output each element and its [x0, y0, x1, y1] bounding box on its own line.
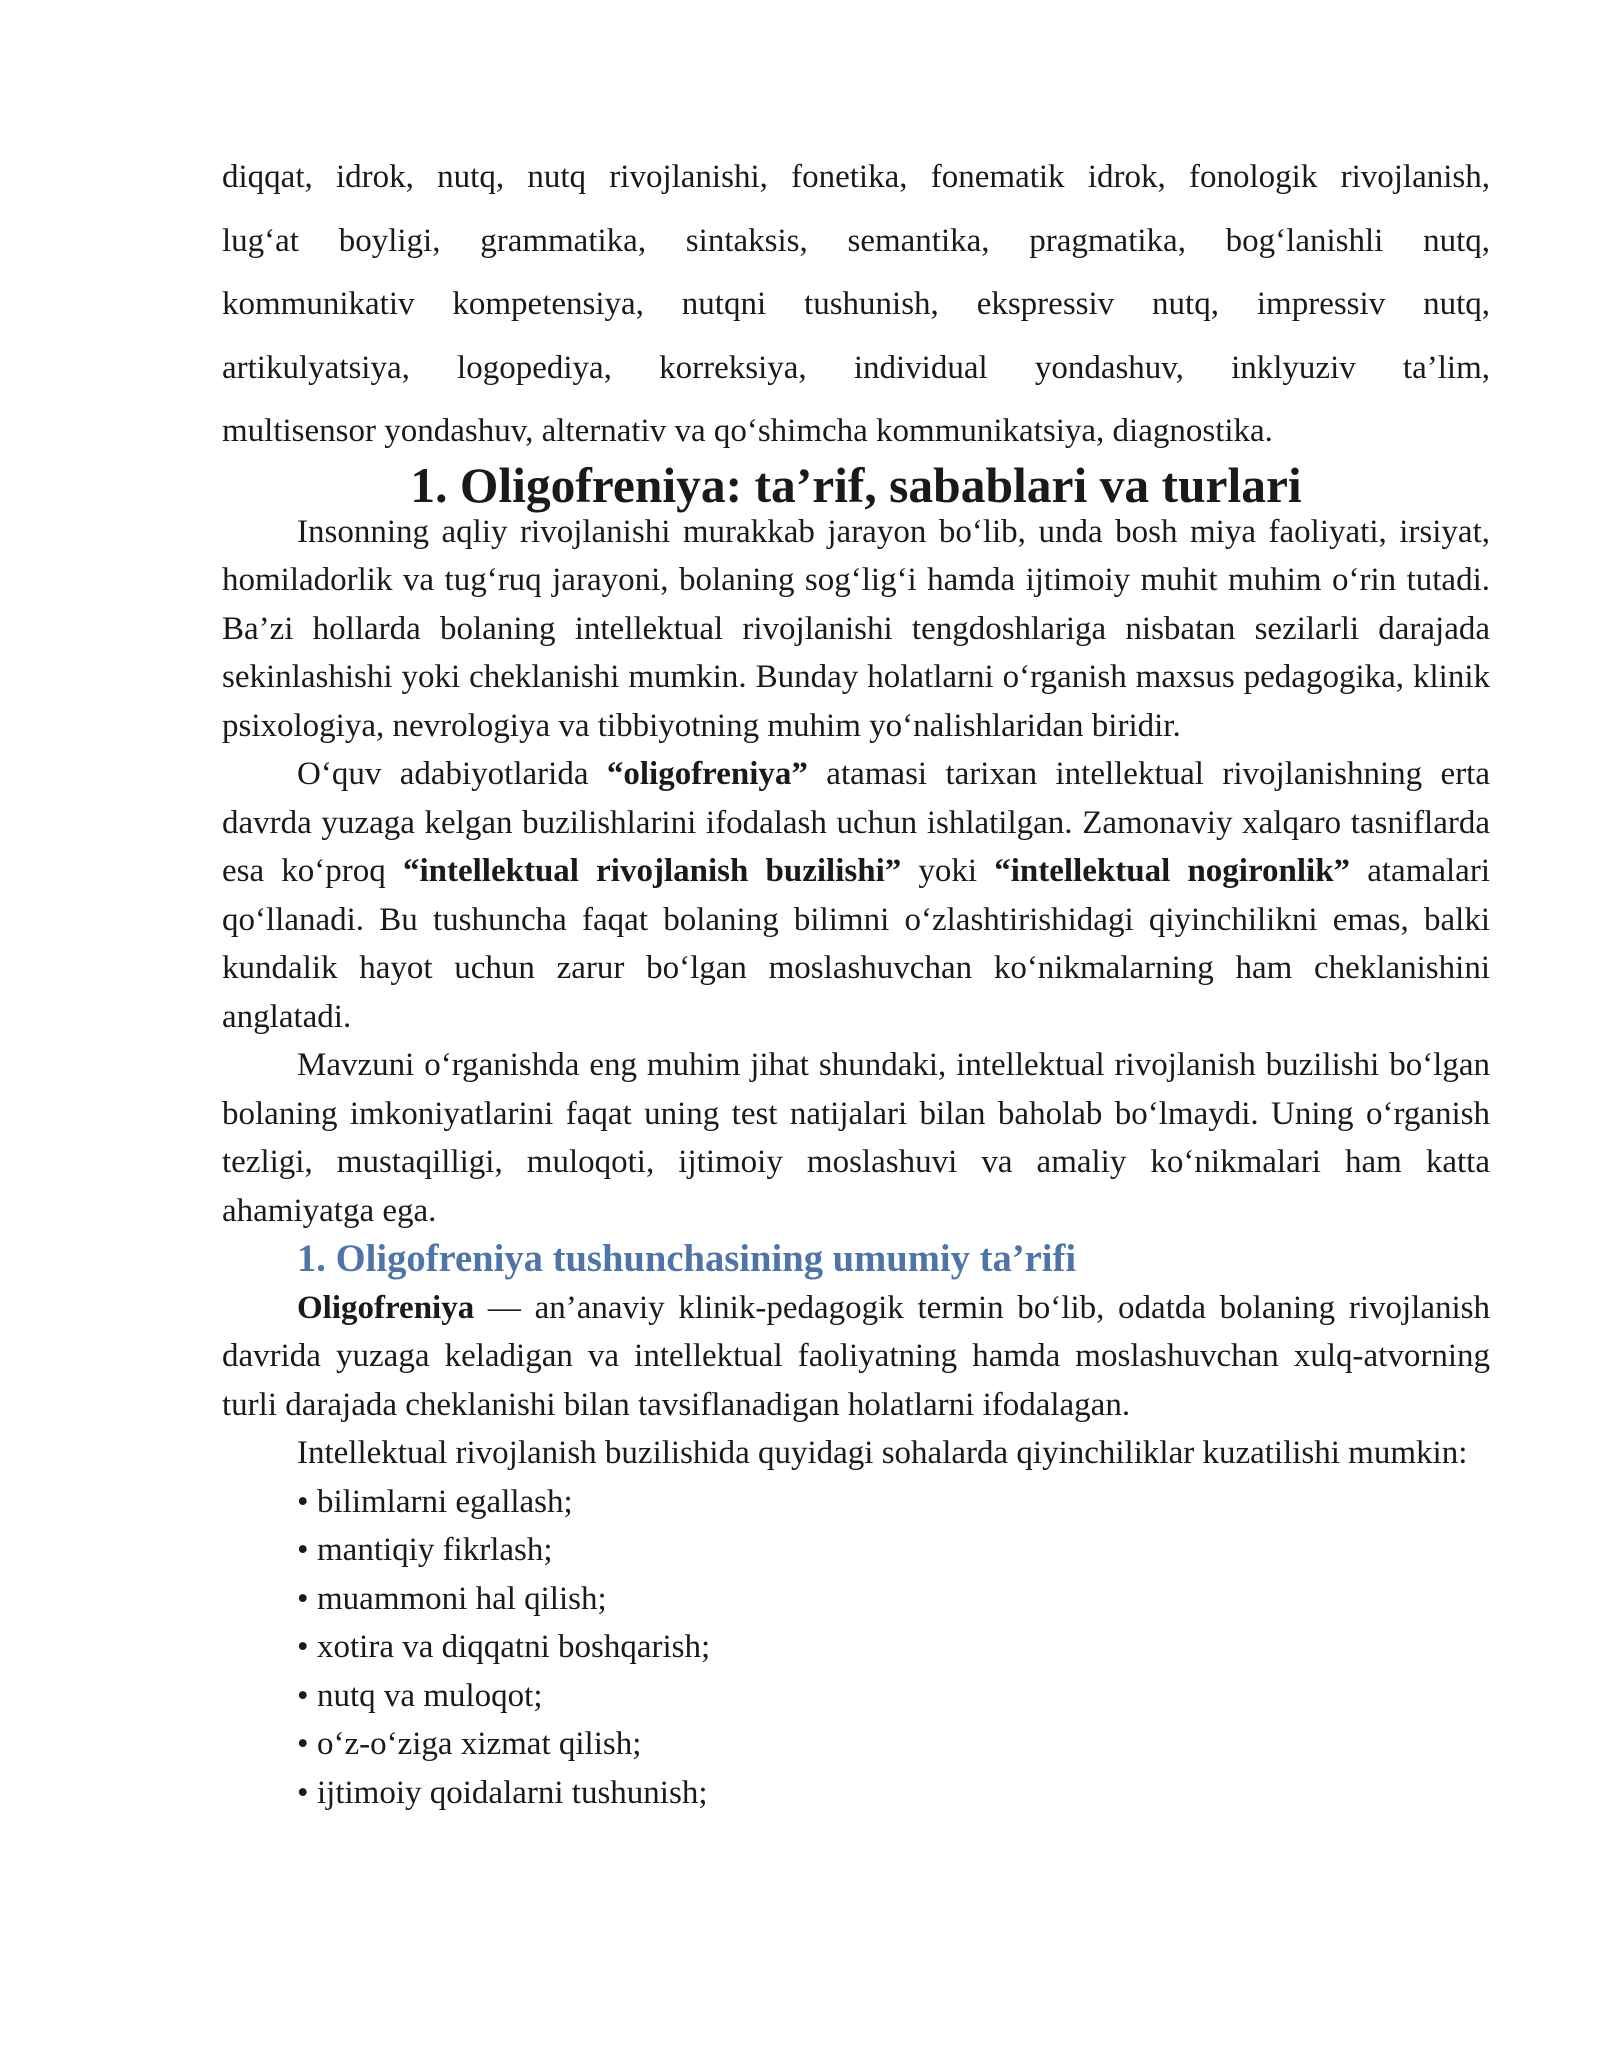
bullet-icon: •: [297, 1483, 309, 1520]
list-item: [297, 1672, 1490, 1721]
bullet-icon: •: [297, 1629, 309, 1665]
term-intellectual-disability: “intellektual nogironlik”: [994, 853, 1351, 889]
keywords-line: diqqat, idrok, nutq, nutq rivojlanishi, fonetika, fonematik idrok, fonologik rivojlanish,: [222, 159, 1490, 195]
keywords-line: multisensor yondashuv, alternativ va qo‘shimcha kommunikatsiya, diagnostika.: [222, 413, 1273, 449]
keywords-block: [222, 146, 1490, 464]
paragraph-text: — an’anaviy klinik-pedagogik termin bo‘lib, odatda bolaning rivojlanish davrida yuzaga keladigan va intellektual faoliyatning hamda moslashuvchan xulq-atvorning turli darajada cheklanishi bilan tavsiflanadigan holatlarni ifodalagan.: [222, 1289, 1490, 1423]
section-title: 1. Oligofreniya: ta’rif, sabablari va turlari: [410, 457, 1302, 513]
list-item-text: mantiqiy fikrlash;: [317, 1532, 553, 1568]
paragraph-text: atamasi tarixan intellektual rivojlanishning erta davrda yuzaga kelgan buzilishlarini ifodalash uchun ishlatilgan. Zamonaviy xalqaro tasniflarda esa ko‘proq: [222, 756, 1490, 889]
list-item-text: nutq va muloqot;: [317, 1677, 543, 1714]
list-item-text: xotira va diqqatni boshqarish;: [317, 1629, 711, 1665]
list-item-text: muammoni hal qilish;: [317, 1580, 607, 1617]
list-item: [297, 1623, 1490, 1672]
bullet-icon: •: [297, 1532, 309, 1568]
keywords-line: lug‘at boyligi, grammatika, sintaksis, semantika, pragmatika, bog‘lanishli nutq,: [222, 222, 1490, 259]
paragraph-text: yoki: [901, 853, 995, 889]
keywords-line: kommunikativ kompetensiya, nutqni tushunish, ekspressiv nutq, impressiv nutq,: [222, 286, 1490, 322]
list-item-text: bilimlarni egallash;: [317, 1483, 573, 1520]
list-item-text: o‘z-o‘ziga xizmat qilish;: [317, 1726, 642, 1762]
paragraph-text: O‘quv adabiyotlarida: [297, 756, 607, 792]
paragraph-assessment: Mavzuni o‘rganishda eng muhim jihat shundaki, intellektual rivojlanish buzilishi bo‘lgan bolaning imkoniyatlarini faqat uning test natijalari bilan baholab bo‘lmaydi. Uning o‘rganish tezligi, mustaqilligi, muloqoti, ijtimoiy moslashuvi va amaliy ko‘nikmalari ham katta ahamiyatga ega.: [222, 1047, 1490, 1229]
bullet-icon: •: [297, 1774, 309, 1811]
list-item-text: ijtimoiy qoidalarni tushunish;: [317, 1774, 708, 1811]
term-intellectual-disorder: “intellektual rivojlanish buzilishi”: [402, 853, 902, 889]
list-item: [297, 1769, 1490, 1818]
list-item: [297, 1575, 1490, 1624]
bullet-icon: •: [297, 1726, 309, 1762]
paragraph-intro: Insonning aqliy rivojlanishi murakkab jarayon bo‘lib, unda bosh miya faoliyati, irsiyat, homiladorlik va tug‘ruq jarayoni, bolaning sog‘lig‘i hamda ijtimoiy muhit muhim o‘rin tutadi. Ba’zi hollarda bolaning intellektual rivojlanishi tengdoshlariga nisbatan sezilarli darajada sekinlashishi yoki cheklanishi mumkin. Bunday holatlarni o‘rganish maxsus pedagogika, klinik psixologiya, nevrologiya va tibbiyotning muhim yo‘nalishlaridan biridir.: [222, 513, 1490, 744]
list-item: [297, 1478, 1490, 1527]
list-item: [297, 1526, 1490, 1575]
body-text: [222, 508, 1490, 1478]
term-oligofreniya: “oligofreniya”: [606, 756, 808, 792]
document-page: [222, 146, 1490, 1817]
paragraph-difficulties: Intellektual rivojlanish buzilishida quyidagi sohalarda qiyinchiliklar kuzatilishi mumkin:: [297, 1435, 1468, 1471]
subsection-title: 1. Oligofreniya tushunchasining umumiy ta’rifi: [297, 1238, 1077, 1280]
paragraph-terminology: [222, 750, 1490, 1041]
list-item: [297, 1720, 1490, 1769]
bullet-icon: •: [297, 1580, 309, 1617]
keywords-line: artikulyatsiya, logopediya, korreksiya, individual yondashuv, inklyuziv ta’lim,: [222, 349, 1490, 386]
bullet-icon: •: [297, 1677, 309, 1714]
paragraph-definition: [222, 1284, 1490, 1430]
difficulties-list: [222, 1478, 1490, 1818]
paragraph-text: atamalari qo‘llanadi. Bu tushuncha faqat bolaning bilimni o‘zlashtirishidagi qiyinchilikni emas, balki kundalik hayot uchun zarur bo‘lgan moslashuvchan ko‘nikmalarning ham cheklanishini anglatadi.: [222, 853, 1490, 1035]
term-definition: Oligofreniya: [297, 1289, 475, 1326]
